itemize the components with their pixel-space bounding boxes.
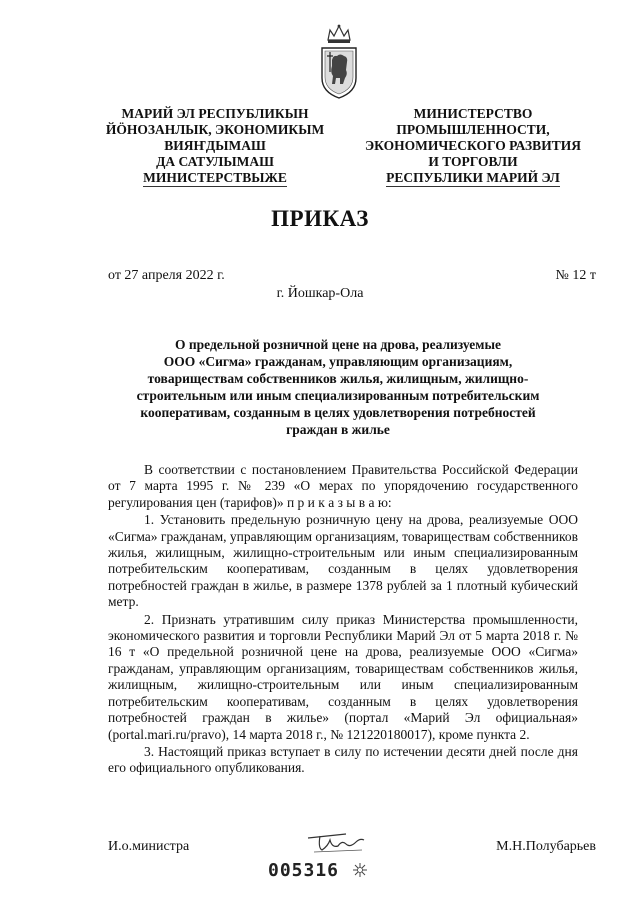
subject-line: строительным или иным специализированным потребительским xyxy=(136,388,540,403)
header-right-line: ЭКОНОМИЧЕСКОГО РАЗВИТИЯ xyxy=(365,138,581,153)
star-seal-icon xyxy=(352,862,368,878)
header-left-line: ВИЯҤДЫМАШ xyxy=(164,138,266,153)
body-paragraph-preamble: В соответствии с постановлением Правительства Российской Федерации от 7 марта 1995 г. № 239 «О мерах по упорядочению государственного регулирования цен (тарифов)» п р и к а з ы в а ю: xyxy=(108,462,578,510)
document-body xyxy=(108,462,578,778)
header-mari-ministry xyxy=(95,106,335,187)
body-paragraph-item-3: 3. Настоящий приказ вступает в силу по истечении десяти дней после дня его официального опубликования. xyxy=(108,743,578,776)
subject-line: ООО «Сигма» гражданам, управляющим организациям, xyxy=(163,354,513,369)
handwritten-signature xyxy=(306,826,368,856)
signer-role: И.о.министра xyxy=(108,839,190,854)
header-right-line: МИНИСТЕРСТВО xyxy=(413,106,533,121)
header-russian-ministry xyxy=(348,106,598,187)
header-left-line xyxy=(95,170,335,187)
coat-of-arms-emblem xyxy=(318,22,360,100)
document-city: г. Йошкар-Ола xyxy=(276,286,364,301)
header-right-line xyxy=(348,170,598,187)
header-left-line: ЙӦНОЗАНЛЫК, ЭКОНОМИКЫМ xyxy=(105,122,325,137)
header-right-line: И ТОРГОВЛИ xyxy=(428,154,518,169)
subject-line: товариществам собственников жилья, жилищным, жилищно- xyxy=(147,371,529,386)
document-date: от 27 апреля 2022 г. xyxy=(108,268,225,283)
serial-number: 005316 xyxy=(268,860,340,881)
signer-name: М.Н.Полубарьев xyxy=(496,839,596,854)
subject-line: кооперативам, созданным в целях удовлетворения потребностей xyxy=(140,405,536,420)
document-subject xyxy=(108,336,568,438)
subject-line: граждан в жилье xyxy=(286,422,390,437)
header-left-last: МИНИСТЕРСТВЫЖЕ xyxy=(143,170,287,185)
document-title: ПРИКАЗ xyxy=(271,206,369,231)
subject-line: О предельной розничной цене на дрова, реализуемые xyxy=(174,337,501,352)
document-number: № 12 т xyxy=(555,268,596,283)
header-left-line: ДА САТУЛЫМАШ xyxy=(156,154,274,169)
header-left-line: МАРИЙ ЭЛ РЕСПУБЛИКЫН xyxy=(121,106,309,121)
header-right-last: РЕСПУБЛИКИ МАРИЙ ЭЛ xyxy=(386,170,560,185)
body-paragraph-item-1: 1. Установить предельную розничную цену на дрова, реализуемые ООО «Сигма» гражданам, управляющим организациям, товариществам собственников жилья, жилищным, жилищно-строительным или иным специализированным потребительским кооперативам, созданным в целях удовлетворения потребностей граждан в жилье, в размере 1378 рублей за 1 плотный кубический метр. xyxy=(108,512,578,610)
body-paragraph-item-2: 2. Признать утратившим силу приказ Министерства промышленности, экономического развития и торговли Республики Марий Эл от 5 марта 2018 г. № 16 т «О предельной розничной цене на дрова, реализуемые ООО «Сигма» гражданам, управляющим организациям, товариществам собственников жилья, жилищным, жилищно-строительным или иным специализированным потребительским кооперативам, созданным в целях удовлетворения потребностей граждан в жилье» (портал «Марий Эл официальная» (portal.mari.ru/pravo), 14 марта 2018 г., № 121220180017), кроме пункта 2. xyxy=(108,611,578,742)
header-right-line: ПРОМЫШЛЕННОСТИ, xyxy=(396,122,550,137)
